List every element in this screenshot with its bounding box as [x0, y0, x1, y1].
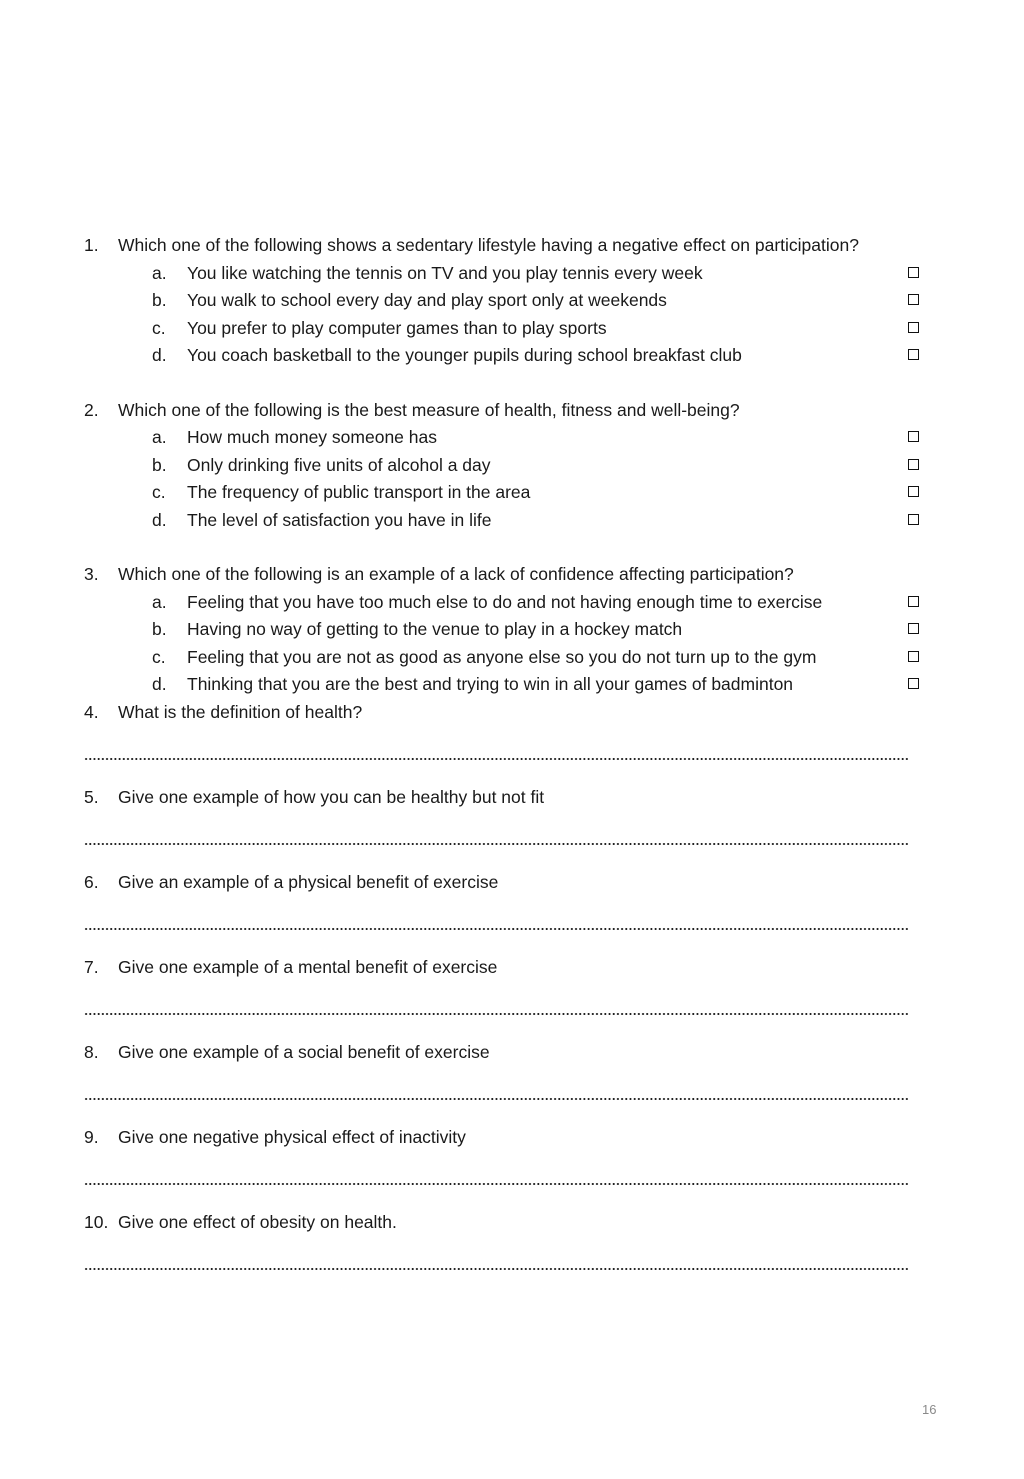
option-letter: d. — [152, 345, 167, 365]
answer-checkbox[interactable] — [908, 431, 919, 442]
answer-line[interactable] — [84, 757, 908, 761]
option-text: You coach basketball to the younger pupils during school breakfast club — [187, 345, 742, 365]
question-text: Which one of the following is an example of a lack of confidence affecting participation? — [118, 564, 794, 584]
question-text: Which one of the following shows a sedentary lifestyle having a negative effect on participation? — [118, 235, 859, 255]
option-letter: c. — [152, 647, 166, 667]
question-text: Give one negative physical effect of inactivity — [118, 1127, 466, 1147]
question-number: 7. — [84, 957, 99, 977]
question-number: 6. — [84, 872, 99, 892]
option-letter: c. — [152, 482, 166, 502]
answer-line[interactable] — [84, 927, 908, 931]
question-text: Which one of the following is the best measure of health, fitness and well-being? — [118, 400, 740, 420]
option-text: Feeling that you have too much else to do and not having enough time to exercise — [187, 592, 823, 612]
option-text: You walk to school every day and play sport only at weekends — [187, 290, 667, 310]
answer-checkbox[interactable] — [908, 514, 919, 525]
question-text: Give one example of how you can be healthy but not fit — [118, 787, 545, 807]
option-letter: b. — [152, 290, 167, 310]
answer-checkbox[interactable] — [908, 459, 919, 470]
option-text: Having no way of getting to the venue to play in a hockey match — [187, 619, 683, 639]
answer-checkbox[interactable] — [908, 349, 919, 360]
option-text: The level of satisfaction you have in life — [187, 510, 492, 530]
answer-checkbox[interactable] — [908, 623, 919, 634]
answer-checkbox[interactable] — [908, 651, 919, 662]
option-letter: c. — [152, 318, 166, 338]
option-text: You prefer to play computer games than to play sports — [187, 318, 607, 338]
question-text: What is the definition of health? — [118, 702, 363, 722]
question-number: 9. — [84, 1127, 99, 1147]
option-text: Feeling that you are not as good as anyone else so you do not turn up to the gym — [187, 647, 817, 667]
option-text: The frequency of public transport in the area — [187, 482, 531, 502]
answer-checkbox[interactable] — [908, 322, 919, 333]
answer-checkbox[interactable] — [908, 294, 919, 305]
answer-checkbox[interactable] — [908, 678, 919, 689]
option-letter: a. — [152, 263, 167, 283]
answer-line[interactable] — [84, 1182, 908, 1186]
question-text: Give an example of a physical benefit of exercise — [118, 872, 499, 892]
question-number: 5. — [84, 787, 99, 807]
question-number: 1. — [84, 235, 99, 255]
answer-checkbox[interactable] — [908, 486, 919, 497]
question-number: 2. — [84, 400, 99, 420]
question-number: 10. — [84, 1212, 109, 1232]
question-number: 4. — [84, 702, 99, 722]
option-letter: d. — [152, 510, 167, 530]
question-text: Give one example of a social benefit of exercise — [118, 1042, 490, 1062]
option-text: Only drinking five units of alcohol a day — [187, 455, 491, 475]
page-number: 16 — [922, 1402, 937, 1417]
option-text: You like watching the tennis on TV and you play tennis every week — [187, 263, 703, 283]
option-letter: d. — [152, 674, 167, 694]
answer-checkbox[interactable] — [908, 267, 919, 278]
option-text: Thinking that you are the best and trying to win in all your games of badminton — [187, 674, 794, 694]
option-text: How much money someone has — [187, 427, 437, 447]
answer-line[interactable] — [84, 1097, 908, 1101]
answer-line[interactable] — [84, 842, 908, 846]
answer-checkbox[interactable] — [908, 596, 919, 607]
option-letter: a. — [152, 427, 167, 447]
question-text: Give one example of a mental benefit of exercise — [118, 957, 498, 977]
option-letter: a. — [152, 592, 167, 612]
answer-line[interactable] — [84, 1012, 908, 1016]
question-text: Give one effect of obesity on health. — [118, 1212, 397, 1232]
option-letter: b. — [152, 455, 167, 475]
option-letter: b. — [152, 619, 167, 639]
answer-line[interactable] — [84, 1267, 908, 1271]
question-number: 3. — [84, 564, 99, 584]
question-number: 8. — [84, 1042, 99, 1062]
